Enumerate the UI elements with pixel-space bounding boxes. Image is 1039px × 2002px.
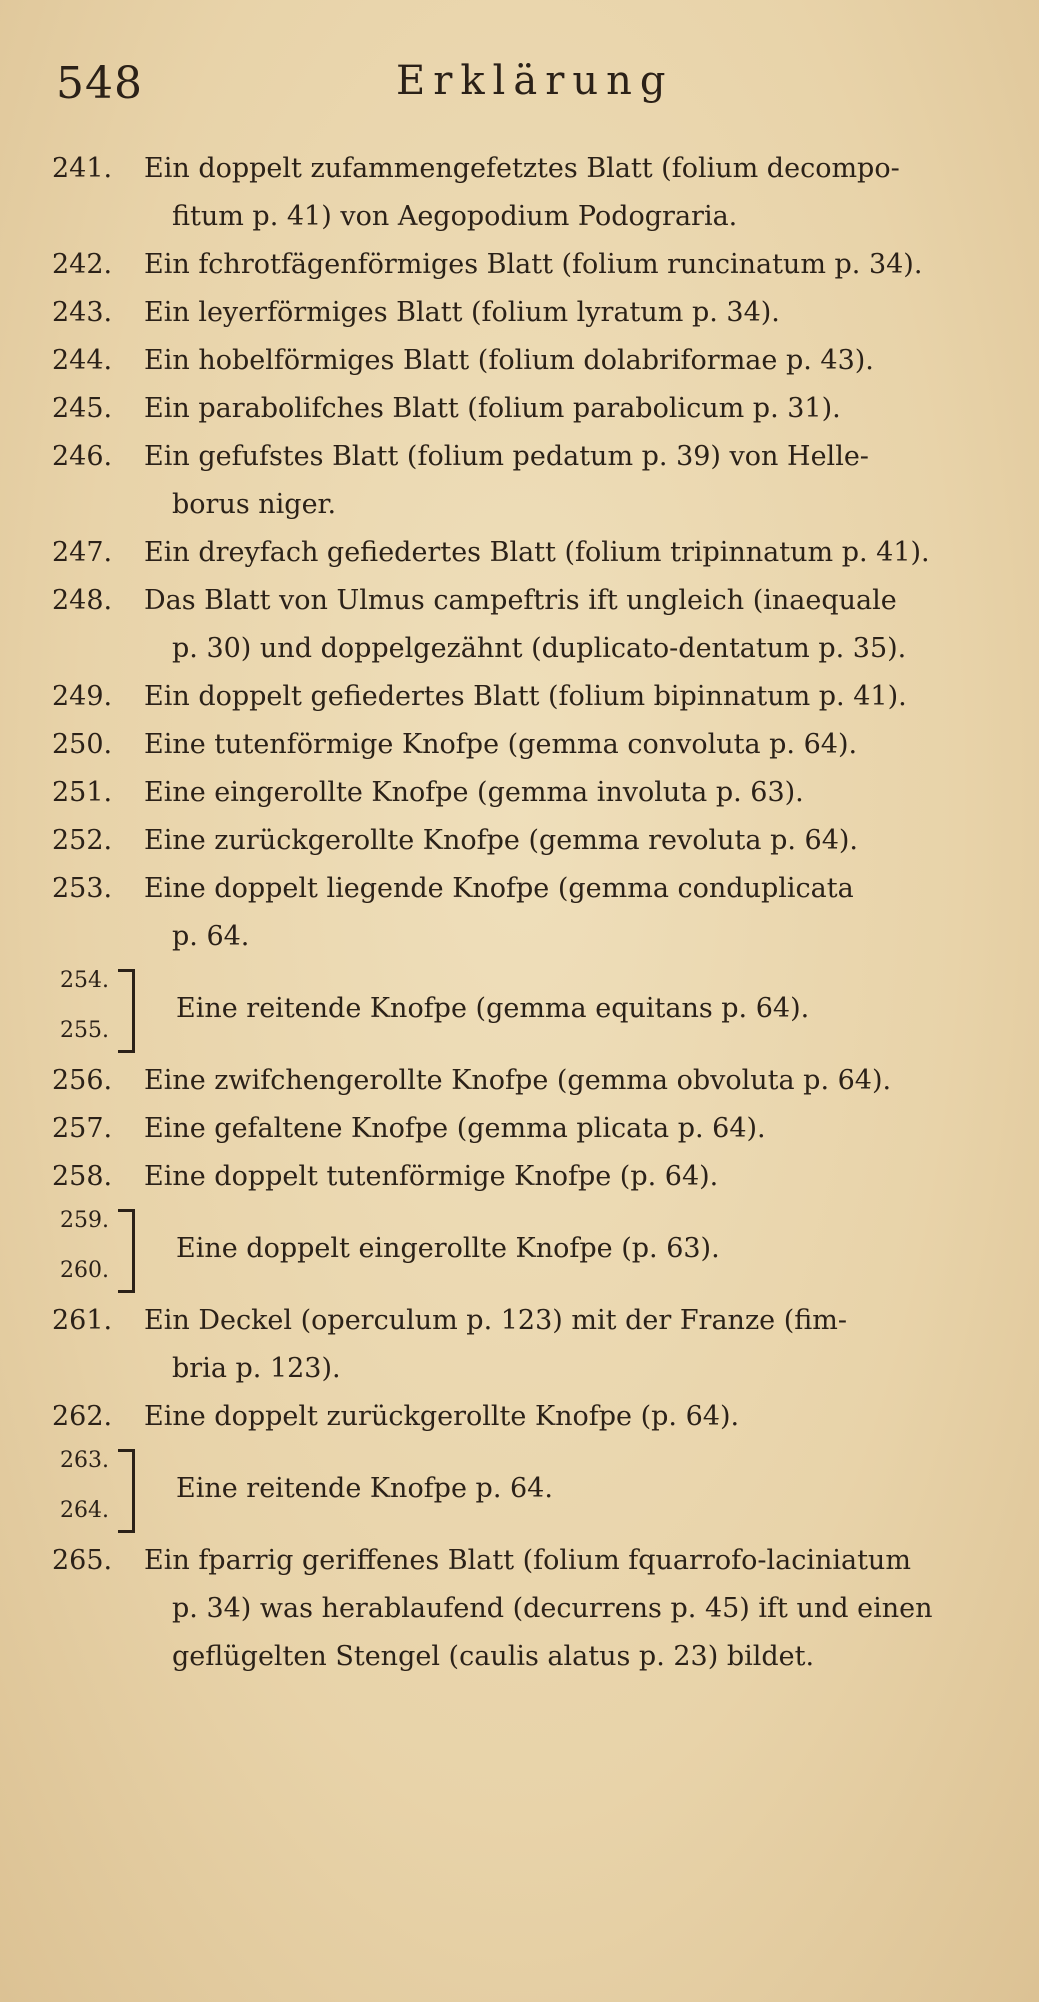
entry-line: Das Blatt von Ulmus campeftris ift ungleich (inaequale bbox=[144, 585, 897, 616]
page-header bbox=[56, 50, 986, 120]
entry-line: Eine tutenförmige Knofpe (gemma convoluta p. 64). bbox=[144, 729, 858, 760]
entry-text: Eine doppelt eingerollte Knofpe (p. 63). bbox=[176, 1233, 720, 1264]
entry-line: Ein hobelförmiges Blatt (folium dolabriformae p. 43). bbox=[144, 345, 874, 376]
entry-text bbox=[144, 529, 1012, 577]
entry-item bbox=[52, 1153, 1012, 1201]
bracket-mark bbox=[118, 1449, 135, 1533]
bracket-mark bbox=[118, 1209, 135, 1293]
entry-line: borus niger. bbox=[172, 489, 337, 520]
entry-line: Ein gefufstes Blatt (folium pedatum p. 39) von Helle- bbox=[144, 441, 869, 472]
entry-text bbox=[144, 577, 1012, 673]
running-title: Erklärung bbox=[396, 58, 674, 104]
entry-item bbox=[52, 865, 1012, 961]
entry-text bbox=[144, 289, 1012, 337]
entry-number: 245. bbox=[52, 393, 113, 424]
entry-item bbox=[52, 337, 1012, 385]
entry-line: Eine doppelt tutenförmige Knofpe (p. 64). bbox=[144, 1161, 719, 1192]
entry-line: Eine zwifchengerollte Knofpe (gemma obvoluta p. 64). bbox=[144, 1065, 892, 1096]
bracket-group bbox=[52, 1441, 1012, 1537]
entry-item bbox=[52, 433, 1012, 529]
bracket-group bbox=[52, 1201, 1012, 1297]
entry-line: Ein dreyfach gefiedertes Blatt (folium tripinnatum p. 41). bbox=[144, 537, 930, 568]
entry-text bbox=[144, 769, 1012, 817]
entry-line: geflügelten Stengel (caulis alatus p. 23) bildet. bbox=[172, 1641, 815, 1672]
entry-text bbox=[144, 673, 1012, 721]
bracket-group bbox=[52, 961, 1012, 1057]
entry-number: 258. bbox=[52, 1161, 113, 1192]
entry-text bbox=[144, 1153, 1012, 1201]
entry-text bbox=[144, 1537, 1012, 1681]
entry-text bbox=[144, 1393, 1012, 1441]
entry-number: 254. bbox=[60, 968, 109, 993]
entry-number: 249. bbox=[52, 681, 113, 712]
entry-number: 247. bbox=[52, 537, 113, 568]
entry-line: Ein parabolifches Blatt (folium parabolicum p. 31). bbox=[144, 393, 841, 424]
entry-line: p. 30) und doppelgezähnt (duplicato-dentatum p. 35). bbox=[172, 633, 907, 664]
entry-line: Eine doppelt zurückgerollte Knofpe (p. 64). bbox=[144, 1401, 740, 1432]
entry-line: bria p. 123). bbox=[172, 1353, 341, 1384]
entry-text bbox=[144, 1057, 1012, 1105]
entry-list bbox=[52, 145, 1012, 1681]
entry-item bbox=[52, 289, 1012, 337]
entry-number: 241. bbox=[52, 153, 113, 184]
entry-item bbox=[52, 1297, 1012, 1393]
entry-line: Ein doppelt zufammengefetztes Blatt (folium decompo- bbox=[144, 153, 900, 184]
entry-line: fitum p. 41) von Aegopodium Podograria. bbox=[172, 201, 738, 232]
entry-number: 264. bbox=[60, 1498, 109, 1523]
entry-line: Ein fchrotfägenförmiges Blatt (folium runcinatum p. 34). bbox=[144, 249, 923, 280]
entry-number: 259. bbox=[60, 1208, 109, 1233]
entry-line: Eine zurückgerollte Knofpe (gemma revoluta p. 64). bbox=[144, 825, 858, 856]
entry-number: 248. bbox=[52, 585, 113, 616]
entry-line: Ein Deckel (operculum p. 123) mit der Franze (fim- bbox=[144, 1305, 848, 1336]
entry-text bbox=[144, 865, 1012, 961]
entry-item bbox=[52, 721, 1012, 769]
entry-line: p. 34) was herablaufend (decurrens p. 45) ift und einen bbox=[172, 1593, 933, 1624]
entry-number: 256. bbox=[52, 1065, 113, 1096]
entry-item bbox=[52, 817, 1012, 865]
entry-text bbox=[144, 721, 1012, 769]
entry-number: 250. bbox=[52, 729, 113, 760]
entry-line: Ein fparrig geriffenes Blatt (folium fquarrofo-laciniatum bbox=[144, 1545, 911, 1576]
entry-text bbox=[144, 385, 1012, 433]
entry-item bbox=[52, 1105, 1012, 1153]
entry-item bbox=[52, 385, 1012, 433]
entry-line: Eine gefaltene Knofpe (gemma plicata p. 64). bbox=[144, 1113, 766, 1144]
entry-text bbox=[144, 817, 1012, 865]
entry-item bbox=[52, 145, 1012, 241]
entry-text bbox=[144, 433, 1012, 529]
entry-item bbox=[52, 241, 1012, 289]
entry-number: 244. bbox=[52, 345, 113, 376]
entry-item bbox=[52, 1537, 1012, 1681]
entry-line: Eine eingerollte Knofpe (gemma involuta p. 63). bbox=[144, 777, 804, 808]
entry-number: 255. bbox=[60, 1018, 109, 1043]
entry-text bbox=[144, 241, 1012, 289]
entry-text bbox=[144, 337, 1012, 385]
entry-number: 265. bbox=[52, 1545, 113, 1576]
entry-item bbox=[52, 529, 1012, 577]
entry-number: 242. bbox=[52, 249, 113, 280]
entry-text: Eine reitende Knofpe (gemma equitans p. 64). bbox=[176, 993, 810, 1024]
entry-number: 246. bbox=[52, 441, 113, 472]
entry-number: 251. bbox=[52, 777, 113, 808]
entry-line: Eine doppelt liegende Knofpe (gemma conduplicata bbox=[144, 873, 854, 904]
entry-number: 262. bbox=[52, 1401, 113, 1432]
entry-item bbox=[52, 1393, 1012, 1441]
entry-text: Eine reitende Knofpe p. 64. bbox=[176, 1473, 553, 1504]
entry-number: 260. bbox=[60, 1258, 109, 1283]
entry-item bbox=[52, 673, 1012, 721]
entry-number: 252. bbox=[52, 825, 113, 856]
entry-line: p. 64. bbox=[172, 921, 250, 952]
entry-line: Ein leyerförmiges Blatt (folium lyratum p. 34). bbox=[144, 297, 780, 328]
entry-item bbox=[52, 1057, 1012, 1105]
entry-item bbox=[52, 769, 1012, 817]
entry-number: 263. bbox=[60, 1448, 109, 1473]
bracket-mark bbox=[118, 969, 135, 1053]
entry-text bbox=[144, 1297, 1012, 1393]
entry-text bbox=[144, 145, 1012, 241]
entry-number: 243. bbox=[52, 297, 113, 328]
entry-number: 253. bbox=[52, 873, 113, 904]
entry-text bbox=[144, 1105, 1012, 1153]
page-number: 548 bbox=[56, 58, 143, 109]
entry-item bbox=[52, 577, 1012, 673]
entry-number: 261. bbox=[52, 1305, 113, 1336]
entry-line: Ein doppelt gefiedertes Blatt (folium bipinnatum p. 41). bbox=[144, 681, 907, 712]
entry-number: 257. bbox=[52, 1113, 113, 1144]
